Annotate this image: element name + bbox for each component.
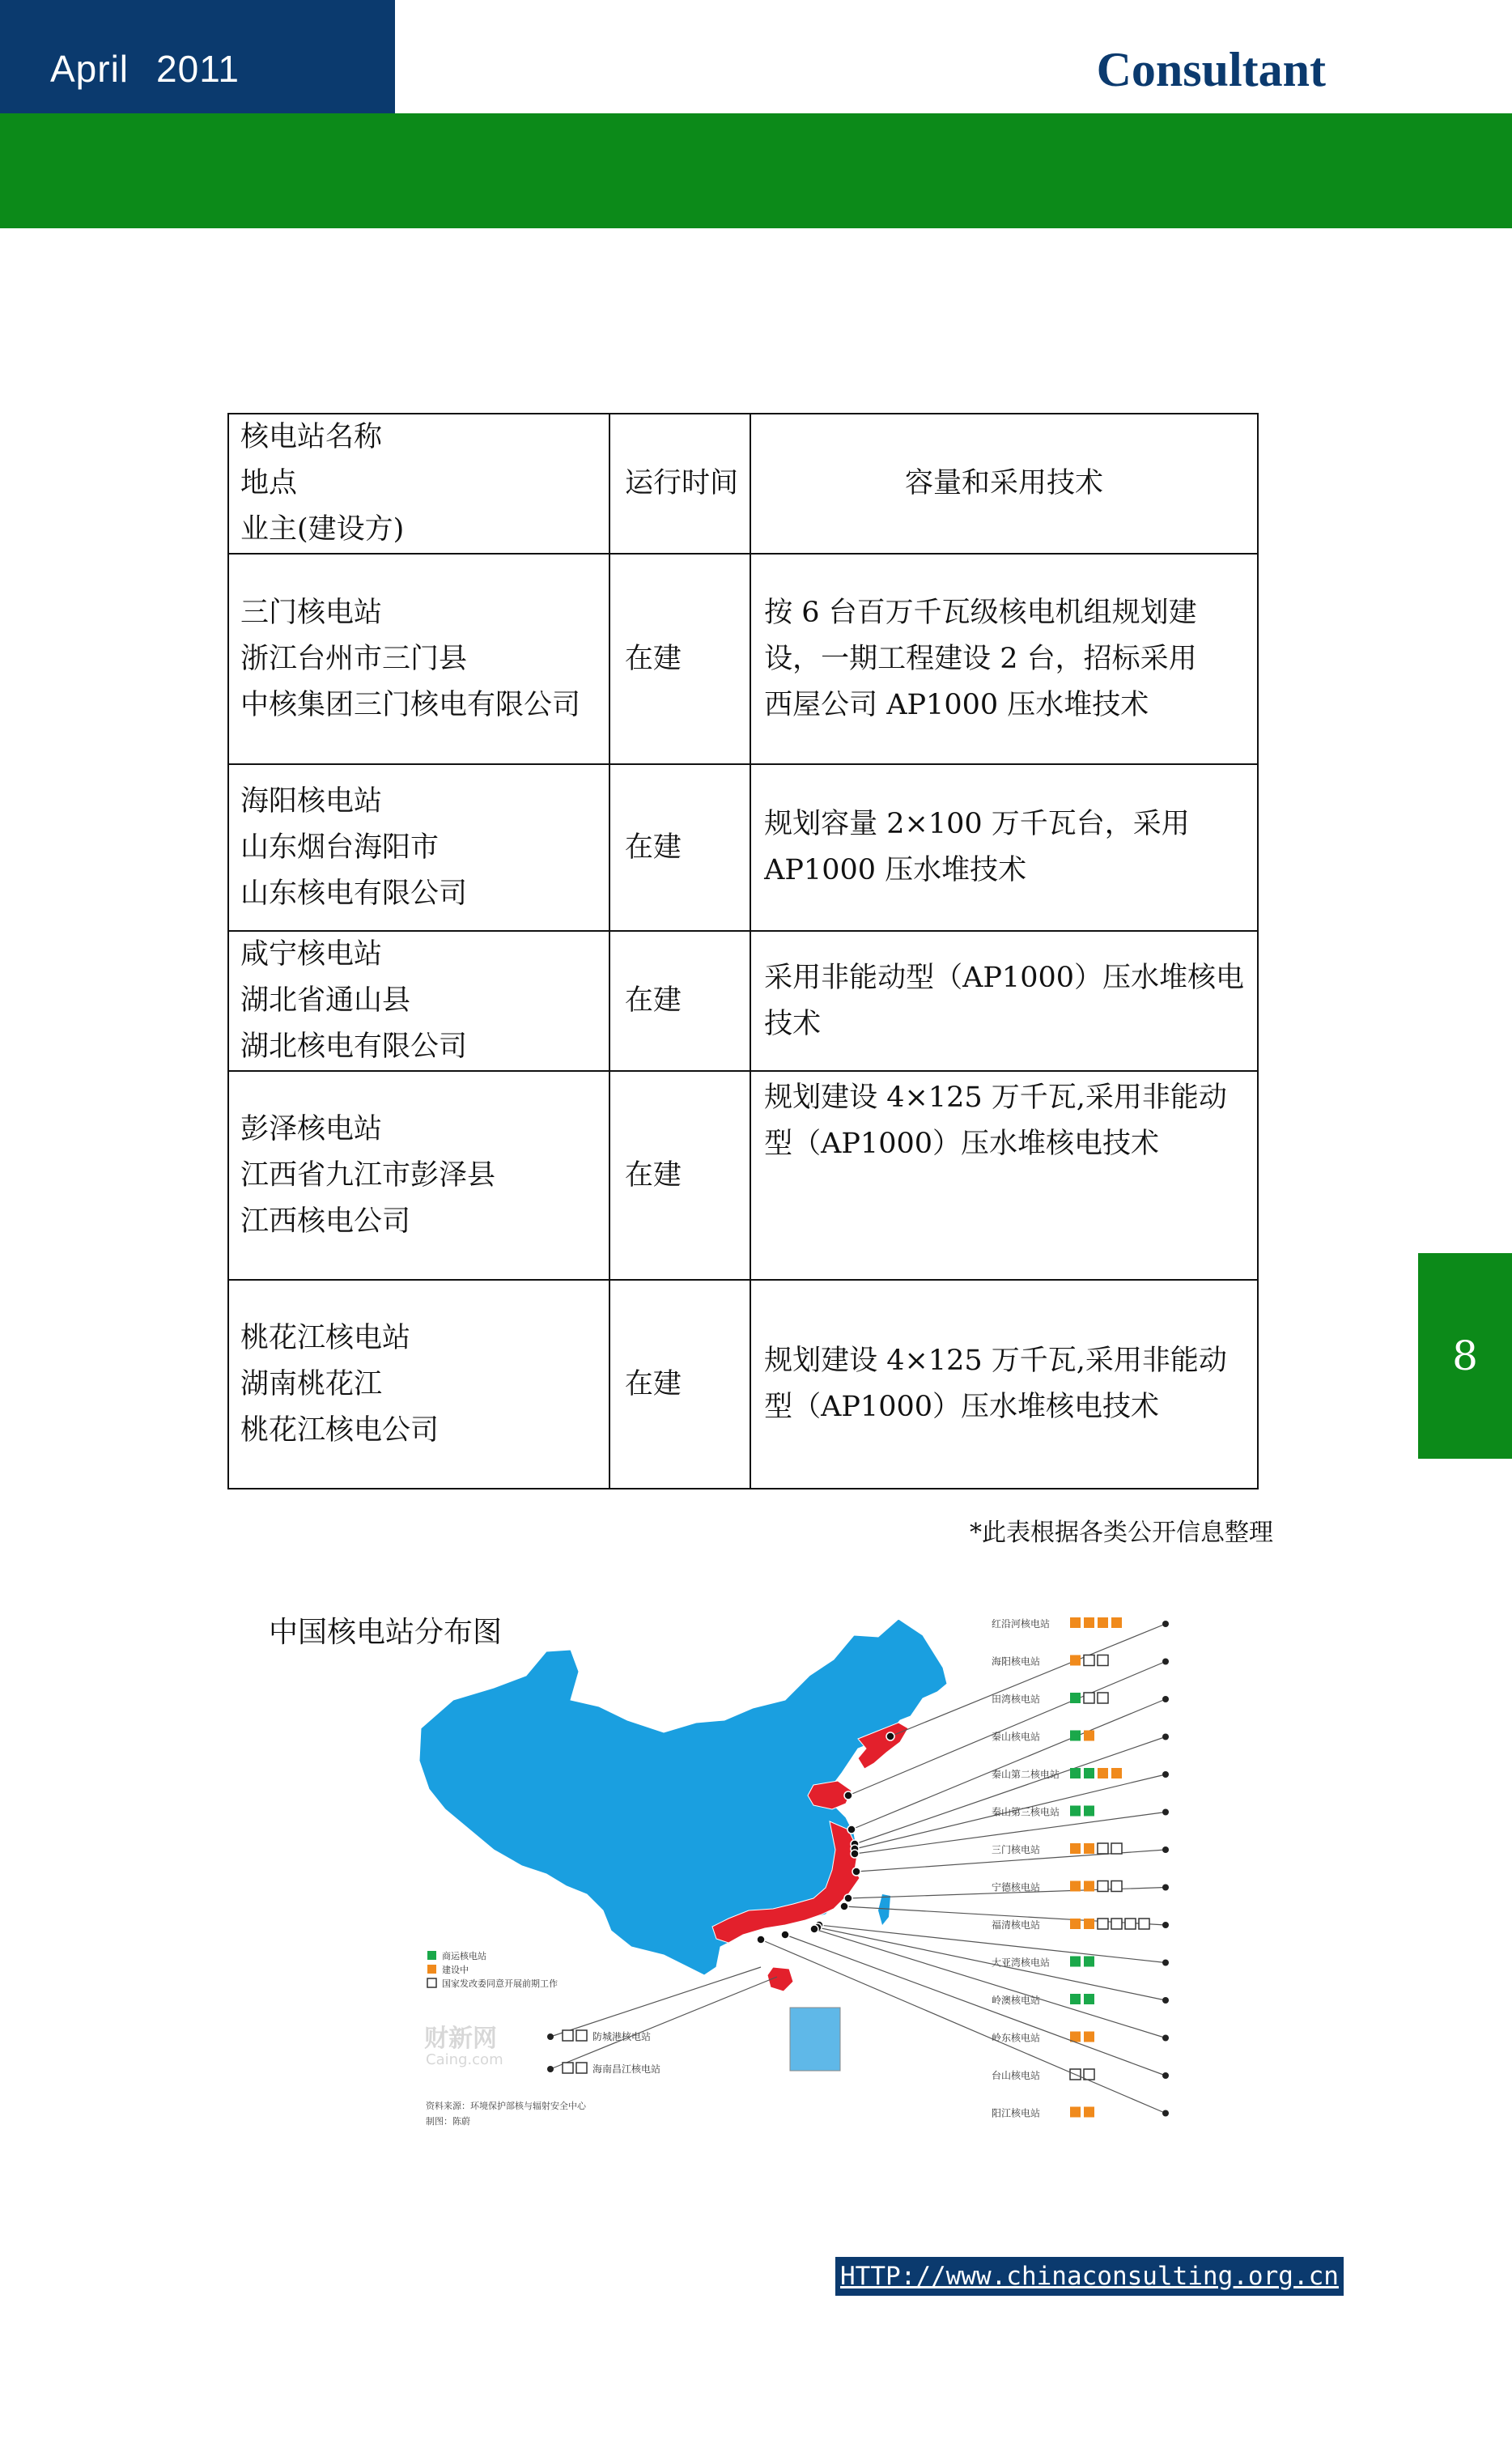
status-square bbox=[1070, 1617, 1081, 1628]
tech-line: 型（AP1000）压水堆核电技术 bbox=[764, 1391, 1159, 1423]
publication-title: Consultant bbox=[1096, 43, 1326, 96]
nuclear-plants-table bbox=[227, 413, 1259, 1489]
plant-label: 阳江核电站 bbox=[992, 2107, 1041, 2119]
tech-line: 规划建设 4×125 万千瓦,采用非能动 bbox=[764, 1082, 1227, 1114]
plant-info bbox=[228, 764, 609, 931]
header-status: 运行时间 bbox=[609, 414, 750, 554]
status-square bbox=[1070, 1994, 1081, 2004]
leader-line bbox=[818, 1927, 1166, 2000]
status-square bbox=[1070, 1806, 1081, 1817]
plant-owner: 山东核电有限公司 bbox=[240, 877, 468, 910]
plant-label: 红沿河核电站 bbox=[992, 1618, 1051, 1630]
status-square bbox=[1098, 1617, 1108, 1628]
table-row bbox=[228, 1071, 1258, 1280]
plant-label: 台山核电站 bbox=[992, 2070, 1041, 2081]
header-line: 地点 bbox=[240, 467, 298, 499]
plant-label: 秦山核电站 bbox=[992, 1731, 1041, 1743]
leader-end-dot bbox=[1162, 1734, 1169, 1740]
leader-line bbox=[855, 1737, 1166, 1845]
status-square bbox=[1125, 1919, 1136, 1929]
status-square bbox=[1139, 1919, 1149, 1929]
status-square bbox=[1070, 1957, 1081, 1967]
plant-label: 田湾核电站 bbox=[992, 1693, 1041, 1705]
china-landmass bbox=[419, 1619, 947, 1975]
table-row bbox=[228, 554, 1258, 764]
leader-end-dot bbox=[547, 2033, 554, 2040]
status-square bbox=[1084, 1919, 1094, 1929]
status-square bbox=[1098, 1655, 1108, 1666]
status-square bbox=[1070, 2107, 1081, 2118]
status-square bbox=[1084, 1957, 1094, 1967]
status-square bbox=[1070, 1693, 1081, 1703]
table-header-row bbox=[228, 414, 1258, 554]
footer-url-link[interactable]: HTTP://www.chinaconsulting.org.cn bbox=[835, 2257, 1344, 2296]
plant-label: 秦山第二核电站 bbox=[992, 1769, 1060, 1780]
plant-label: 宁德核电站 bbox=[992, 1881, 1041, 1893]
status-square bbox=[1070, 1881, 1081, 1892]
tech-line: 采用非能动型（AP1000）压水堆核电 bbox=[764, 961, 1244, 994]
watermark-logo: 财新网 bbox=[424, 2025, 497, 2053]
plant-status: 在建 bbox=[609, 764, 750, 931]
legend-label: 国家发改委同意开展前期工作 bbox=[442, 1978, 558, 1989]
plant-label: 秦山第三核电站 bbox=[992, 1806, 1060, 1818]
plant-location-dot bbox=[844, 1894, 852, 1902]
issue-date bbox=[50, 47, 240, 91]
taiwan bbox=[878, 1894, 890, 1925]
tech-line: 技术 bbox=[764, 1007, 822, 1040]
plant-tech bbox=[750, 1071, 1258, 1280]
plant-info bbox=[228, 1280, 609, 1489]
status-square bbox=[1084, 1768, 1094, 1778]
plant-name: 海阳核电站 bbox=[240, 784, 383, 818]
china-nuclear-map bbox=[405, 1587, 1214, 2153]
status-square bbox=[563, 2030, 573, 2041]
leader-end-dot bbox=[1162, 1960, 1169, 1966]
plant-location-dot bbox=[886, 1732, 894, 1740]
leader-line bbox=[785, 1935, 1166, 2076]
leader-end-dot bbox=[1162, 1621, 1169, 1627]
plant-label: 岭东核电站 bbox=[992, 2032, 1041, 2044]
legend-square bbox=[427, 1978, 436, 1987]
tech-line: 规划容量 2×100 万千瓦台，采用 bbox=[764, 808, 1190, 840]
leader-end-dot bbox=[1162, 1846, 1169, 1853]
plant-label: 大亚湾核电站 bbox=[992, 1957, 1051, 1969]
status-square bbox=[1098, 1843, 1108, 1854]
plant-info bbox=[228, 931, 609, 1071]
status-square bbox=[1070, 1655, 1081, 1666]
watermark-url: Caing.com bbox=[426, 2051, 503, 2068]
status-square bbox=[1084, 1693, 1094, 1703]
plant-status: 在建 bbox=[609, 931, 750, 1071]
status-square bbox=[1111, 1881, 1122, 1892]
plant-location-dot bbox=[840, 1902, 848, 1910]
map-title: 中国核电站分布图 bbox=[269, 1616, 503, 1649]
plant-label: 福清核电站 bbox=[992, 1919, 1041, 1931]
plant-location-dot bbox=[844, 1791, 852, 1800]
status-square bbox=[1084, 2069, 1094, 2080]
plant-label: 防城港核电站 bbox=[592, 2031, 652, 2042]
leader-end-dot bbox=[1162, 1771, 1169, 1778]
plant-label: 海南昌江核电站 bbox=[592, 2063, 661, 2075]
tech-line: 规划建设 4×125 万千瓦,采用非能动 bbox=[764, 1345, 1227, 1377]
plant-label: 岭澳核电站 bbox=[992, 1995, 1041, 2006]
status-square bbox=[1084, 1843, 1094, 1854]
legend-label: 商运核电站 bbox=[442, 1951, 486, 1961]
plant-location-dot bbox=[852, 1868, 860, 1876]
plant-location: 江西省九江市彭泽县 bbox=[240, 1158, 496, 1192]
plant-owner: 中核集团三门核电有限公司 bbox=[240, 688, 581, 721]
tech-line: 设，一期工程建设 2 台，招标采用 bbox=[764, 642, 1197, 675]
leader-line bbox=[814, 1929, 1166, 2038]
status-square bbox=[1084, 1617, 1094, 1628]
status-square bbox=[576, 2063, 587, 2073]
table-row bbox=[228, 1280, 1258, 1489]
plant-location-dot bbox=[810, 1925, 818, 1933]
table-row bbox=[228, 764, 1258, 931]
plant-tech bbox=[750, 1280, 1258, 1489]
legend-square bbox=[427, 1951, 436, 1960]
plant-owner: 湖北核电有限公司 bbox=[240, 1031, 468, 1063]
status-square bbox=[1070, 1919, 1081, 1929]
status-square bbox=[1098, 1919, 1108, 1929]
tech-line: AP1000 压水堆技术 bbox=[764, 854, 1027, 886]
issue-month: April bbox=[50, 48, 130, 90]
status-square bbox=[1070, 1731, 1081, 1741]
leader-end-dot bbox=[1162, 1922, 1169, 1928]
plant-owner: 江西核电公司 bbox=[240, 1205, 411, 1238]
plant-name: 三门核电站 bbox=[240, 596, 383, 629]
page-number: 8 bbox=[1418, 1253, 1512, 1459]
status-square bbox=[1084, 1881, 1094, 1892]
status-square bbox=[1084, 1994, 1094, 2004]
map-figure bbox=[405, 1587, 1214, 2153]
status-square bbox=[1084, 1655, 1094, 1666]
plant-status: 在建 bbox=[609, 1280, 750, 1489]
status-square bbox=[1084, 2107, 1094, 2118]
leader-end-dot bbox=[1162, 1696, 1169, 1702]
map-source: 资料来源：环境保护部核与辐射安全中心 bbox=[426, 2101, 586, 2111]
plant-location-dot bbox=[851, 1850, 859, 1858]
tech-line: 按 6 台百万千瓦级核电机组规划建 bbox=[764, 596, 1197, 629]
plant-location: 湖北省通山县 bbox=[240, 984, 411, 1017]
leader-line bbox=[550, 1977, 777, 2069]
status-square bbox=[1111, 1919, 1122, 1929]
status-square bbox=[1098, 1693, 1108, 1703]
leader-end-dot bbox=[1162, 1997, 1169, 2004]
status-square bbox=[1111, 1843, 1122, 1854]
leader-end-dot bbox=[1162, 2072, 1169, 2079]
plant-status: 在建 bbox=[609, 1071, 750, 1280]
plant-tech bbox=[750, 764, 1258, 931]
issue-year: 2011 bbox=[156, 48, 240, 90]
legend-square bbox=[427, 1965, 436, 1974]
plant-label: 三门核电站 bbox=[992, 1844, 1041, 1855]
header-green-band bbox=[0, 113, 1512, 228]
header-line: 核电站名称 bbox=[240, 421, 383, 453]
status-square bbox=[1084, 1806, 1094, 1817]
plant-location-dot bbox=[757, 1936, 765, 1944]
south-china-sea-inset bbox=[790, 2008, 840, 2071]
status-square bbox=[1111, 1768, 1122, 1778]
tech-line: 西屋公司 AP1000 压水堆技术 bbox=[764, 688, 1149, 721]
tech-line: 型（AP1000）压水堆核电技术 bbox=[764, 1128, 1159, 1160]
status-square bbox=[1111, 1617, 1122, 1628]
status-square bbox=[1098, 1881, 1108, 1892]
leader-end-dot bbox=[547, 2066, 554, 2072]
plant-location: 湖南桃花江 bbox=[240, 1367, 383, 1400]
plant-status: 在建 bbox=[609, 554, 750, 764]
header-capacity-tech: 容量和采用技术 bbox=[750, 414, 1258, 554]
header-line: 业主(建设方) bbox=[240, 513, 405, 546]
plant-tech bbox=[750, 554, 1258, 764]
status-square bbox=[1070, 1768, 1081, 1778]
plant-owner: 桃花江核电公司 bbox=[240, 1413, 440, 1447]
table-source-note: *此表根据各类公开信息整理 bbox=[970, 1519, 1273, 1547]
status-square bbox=[1098, 1768, 1108, 1778]
status-square bbox=[1070, 1843, 1081, 1854]
plant-name: 桃花江核电站 bbox=[240, 1321, 411, 1354]
status-square bbox=[1084, 2032, 1094, 2042]
leader-end-dot bbox=[1162, 1659, 1169, 1665]
leader-end-dot bbox=[1162, 1809, 1169, 1816]
plant-location-dot bbox=[847, 1825, 856, 1834]
status-square bbox=[576, 2030, 587, 2041]
plant-info bbox=[228, 554, 609, 764]
plant-location-dot bbox=[781, 1931, 789, 1939]
plant-name: 彭泽核电站 bbox=[240, 1112, 383, 1145]
leader-end-dot bbox=[1162, 2110, 1169, 2117]
status-square bbox=[563, 2063, 573, 2073]
plant-label: 海阳核电站 bbox=[992, 1655, 1041, 1668]
map-source: 制图：陈蔚 bbox=[426, 2116, 470, 2127]
plant-info bbox=[228, 1071, 609, 1280]
plant-tech bbox=[750, 931, 1258, 1071]
status-square bbox=[1084, 1731, 1094, 1741]
legend-label: 建设中 bbox=[442, 1965, 469, 1975]
leader-end-dot bbox=[1162, 1885, 1169, 1891]
header-date-block bbox=[0, 0, 395, 113]
table-row bbox=[228, 931, 1258, 1071]
leader-end-dot bbox=[1162, 2035, 1169, 2042]
plant-location: 山东烟台海阳市 bbox=[240, 831, 440, 864]
plant-location: 浙江台州市三门县 bbox=[240, 642, 468, 675]
header-name-location-owner bbox=[228, 414, 609, 554]
plant-name: 咸宁核电站 bbox=[240, 938, 383, 971]
